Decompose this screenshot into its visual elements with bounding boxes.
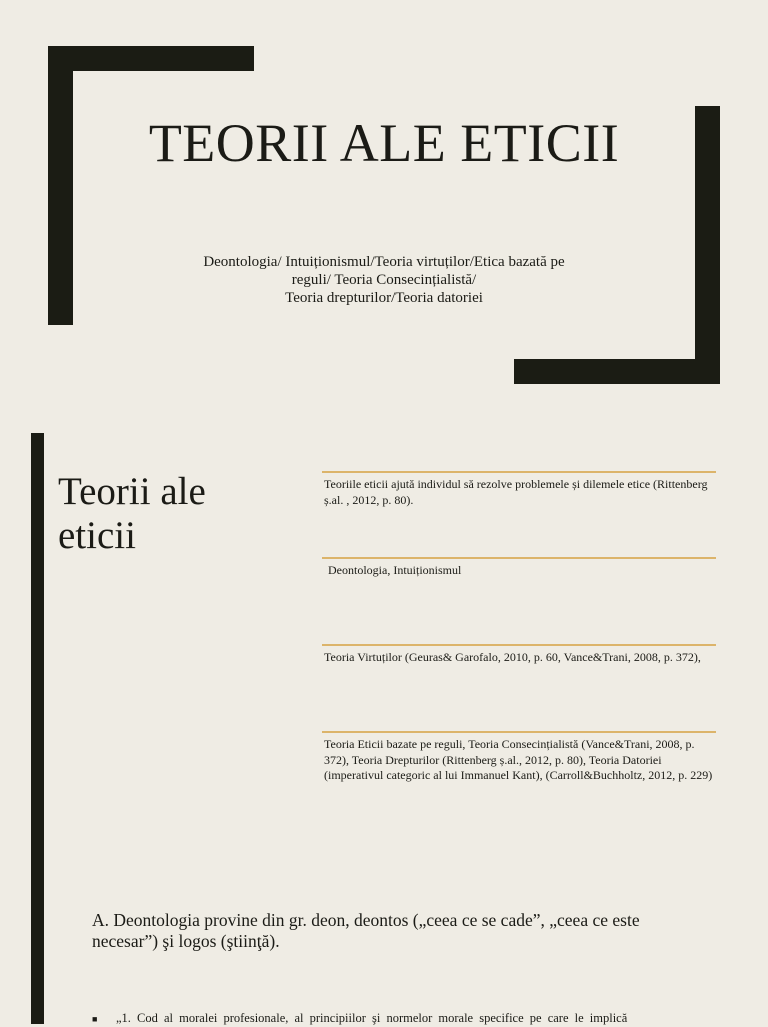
section-title-line: eticii <box>58 514 136 557</box>
slide-subtitle <box>168 253 600 307</box>
bullet-text: „1. Cod al moralei profesionale, al principiilor şi normelor morale specifice pe care le implică <box>116 1011 628 1025</box>
item-text: Teoria Virtuților (Geuras& Garofalo, 2010, p. 60, Vance&Trani, 2008, p. 372), <box>324 650 701 664</box>
deontology-heading: A. Deontologia provine din gr. deon, deontos („ceea ce se cade”, „ceea ce este necesar”) şi logos (ştiinţă). <box>92 910 640 951</box>
list-item <box>322 644 716 666</box>
frame-top-left-vertical <box>48 46 73 325</box>
frame-bottom-right-horizontal <box>514 359 720 384</box>
list-item <box>322 731 716 784</box>
left-accent-bar <box>31 433 44 1024</box>
item-text: Deontologia, Intuiționismul <box>328 563 462 577</box>
list-item <box>322 471 716 508</box>
list-item <box>322 557 716 579</box>
item-text: Teoriile eticii ajută individul să rezolve problemele și dilemele etice (Rittenberg ș.al. , 2012, p. 80). <box>324 477 708 507</box>
frame-top-left-horizontal <box>48 46 254 71</box>
subtitle-line: Teoria drepturilor/Teoria datoriei <box>285 290 483 306</box>
item-text: Teoria Eticii bazate pe reguli, Teoria Consecințialistă (Vance&Trani, 2008, p. 372), Teoria Drepturilor (Rittenberg ș.al., 2012, p. 80), Teoria Datoriei (imperativul categoric al lui Immanuel Kant), (Carroll&Buchholtz, 2012, p. 229) <box>324 737 713 782</box>
section-title-line: Teorii ale <box>58 470 206 513</box>
subtitle-line: Deontologia/ Intuiționismul/Teoria virtuților/Etica bazată pe <box>203 254 565 270</box>
slide-title: TEORII ALE ETICII <box>148 113 620 173</box>
square-bullet-icon: ■ <box>92 1014 98 1024</box>
section-title <box>58 470 298 558</box>
bullet-item <box>92 1010 692 1027</box>
subtitle-line: reguli/ Teoria Consecințialistă/ <box>291 272 477 288</box>
